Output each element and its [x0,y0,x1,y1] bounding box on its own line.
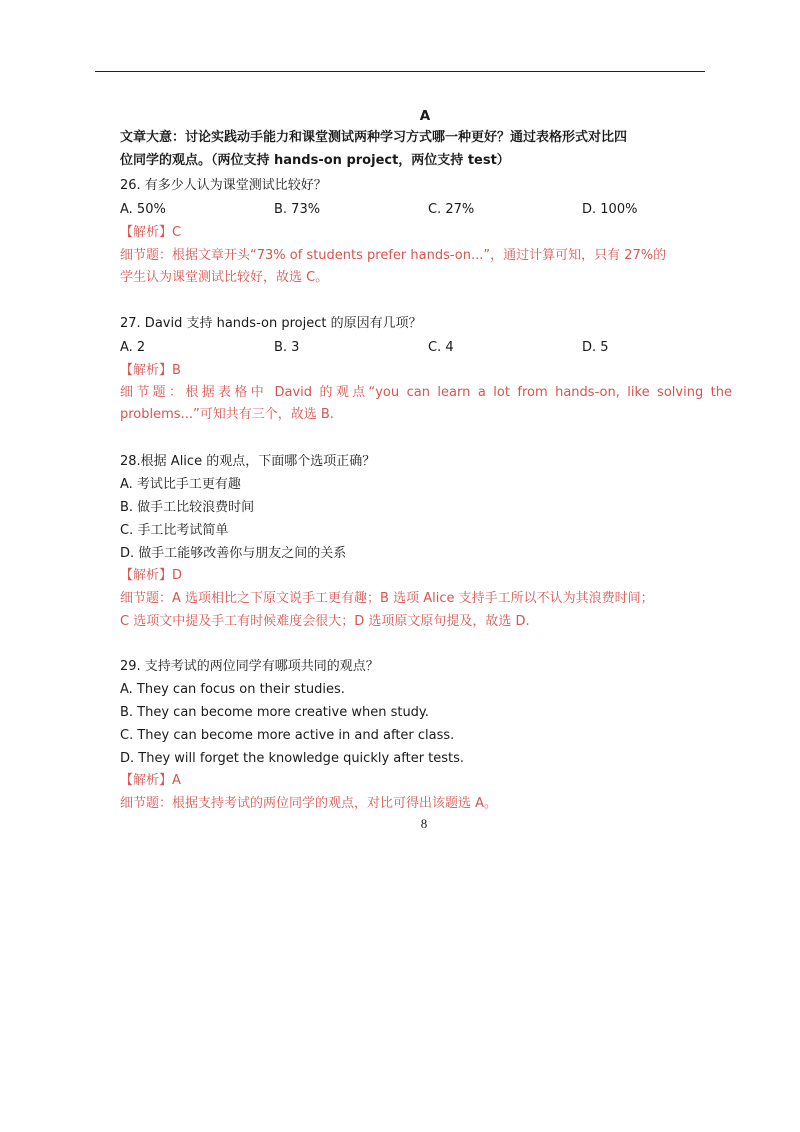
question-26-option-c: C. 27% [428,202,475,217]
question-28-option-b: B. 做手工比较浪费时间 [120,500,255,515]
question-27-explanation-2: problems...”可知共有三个，故选 B. [120,407,334,422]
question-26-explanation-1: 细节题：根据文章开头“73% of students prefer hands-on...”，通过计算可知，只有 27%的 [120,248,667,263]
question-28-option-a: A. 考试比手工更有趣 [120,477,241,492]
question-27-option-a: A. 2 [120,340,146,355]
question-28-option-d: D. 做手工能够改善你与朋友之间的关系 [120,546,347,561]
question-27-stem: 27. David 支持 hands-on project 的原因有几项？ [120,316,422,331]
section-title: A [419,108,431,124]
question-27-option-c: C. 4 [428,340,454,355]
question-26-explanation-2: 学生认为课堂测试比较好，故选 C。 [120,270,329,285]
question-29-explanation-1: 细节题：根据支持考试的两位同学的观点，对比可得出该题选 A。 [120,796,498,811]
page-number: 8 [420,816,428,831]
question-28-stem: 28.根据 Alice 的观点，下面哪个选项正确？ [120,454,376,469]
question-26-option-b: B. 73% [274,202,321,217]
question-29-option-a: A. They can focus on their studies. [120,682,345,697]
summary-line-2: 位同学的观点。（两位支持 hands-on project，两位支持 test） [120,153,510,168]
summary-line-1: 文章大意：讨论实践动手能力和课堂测试两种学习方式哪一种更好？通过表格形式对比四 [120,130,628,145]
question-28-answer: 【解析】D [120,568,183,583]
question-29-option-d: D. They will forget the knowledge quickly after tests. [120,751,465,766]
question-27-option-b: B. 3 [274,340,300,355]
question-28-option-c: C. 手工比考试简单 [120,523,229,538]
question-26-option-a: A. 50% [120,202,166,217]
question-29-option-b: B. They can become more creative when study. [120,705,429,720]
question-27-answer: 【解析】B [120,363,181,378]
question-29-answer: 【解析】A [120,773,181,788]
header-rule [95,71,705,72]
question-27-explanation-1: 细节题：根据表格中 David 的观点“you can learn a lot from hands-on, like solving the [120,385,732,400]
question-26-stem: 26. 有多少人认为课堂测试比较好？ [120,178,327,193]
question-28-explanation-2: C 选项文中提及手工有时候难度会很大；D 选项原文原句提及，故选 D. [120,614,530,629]
question-26-option-d: D. 100% [582,202,638,217]
question-26-answer: 【解析】C [120,225,182,240]
question-27-option-d: D. 5 [582,340,609,355]
question-28-explanation-1: 细节题：A 选项相比之下原文说手工更有趣；B 选项 Alice 支持手工所以不认为其浪费时间； [120,591,654,606]
question-29-stem: 29. 支持考试的两位同学有哪项共同的观点？ [120,659,379,674]
question-29-option-c: C. They can become more active in and after class. [120,728,455,743]
